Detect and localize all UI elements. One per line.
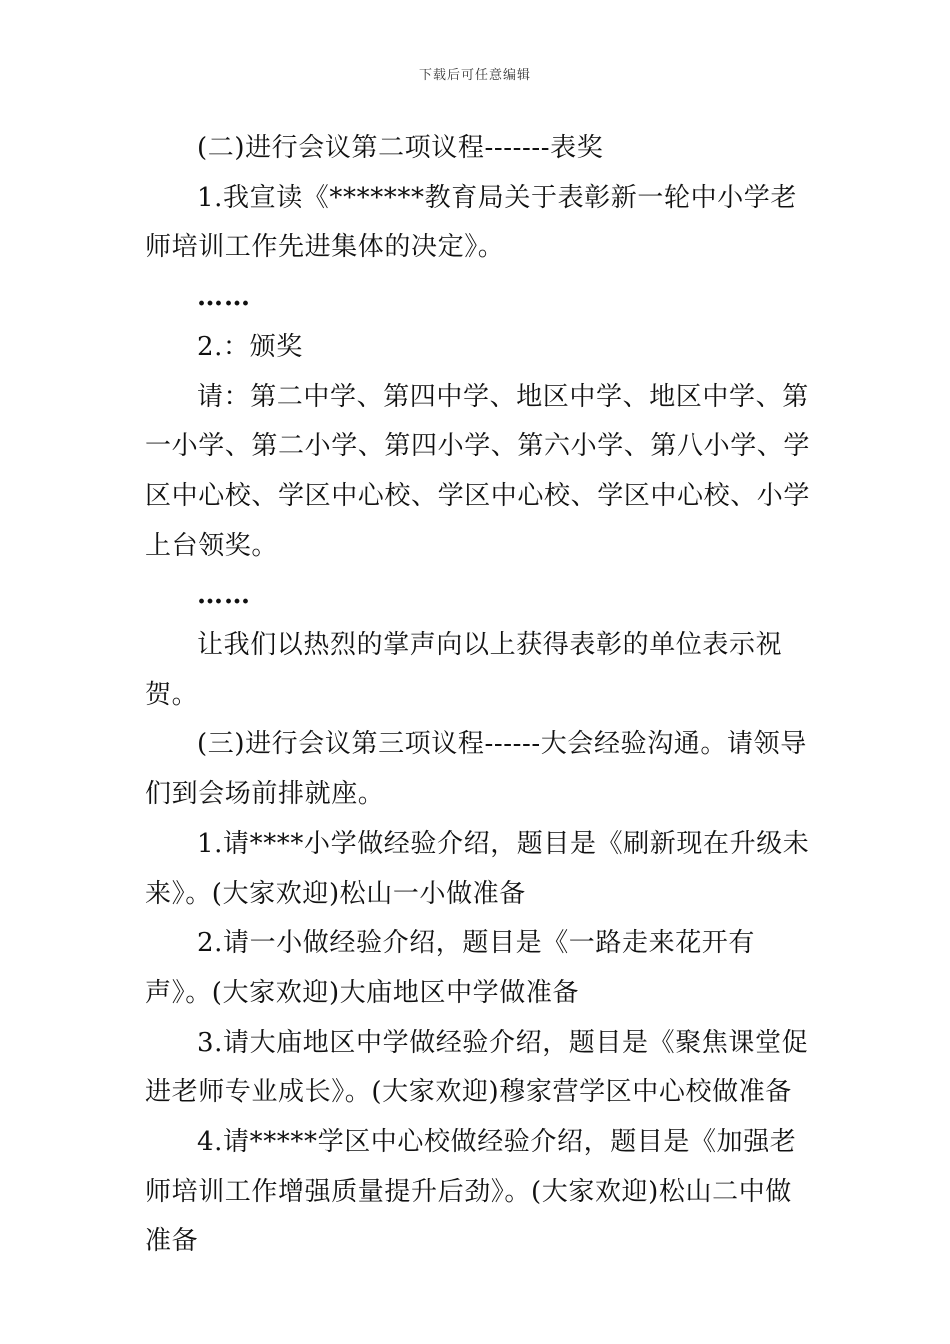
section-three-heading: (三)进行会议第三项议程------大会经验沟通。请领导们到会场前排就座。: [145, 729, 807, 810]
page-header-note: 下载后可任意编辑: [418, 68, 531, 83]
item-read-decision: 1.我宣读《*******教育局关于表彰新一轮中小学老师培训工作先进集体的决定》。: [145, 182, 798, 263]
section-two-heading: (二)进行会议第二项议程-------表奖: [197, 133, 604, 163]
item-award: 2.：颁奖: [197, 331, 303, 362]
applause-line: 让我们以热烈的掌声向以上获得表彰的单位表示祝贺。: [145, 630, 783, 710]
award-recipients: 请：第二中学、第四中学、地区中学、地区中学、第一小学、第二小学、第四小学、第六小学、第八小学、学区中心校、学区中心校、学区中心校、学区中心校、小学上台领奖。: [145, 381, 811, 561]
speaker-item-1: 1.请****小学做经验介绍，题目是《刷新现在升级未来》。(大家欢迎)松山一小做准备: [145, 828, 810, 909]
speaker-item-4: 4.请*****学区中心校做经验介绍，题目是《加强老师培训工作增强质量提升后劲》。(大家欢迎)松山二中做准备: [145, 1127, 797, 1257]
ellipsis-2: ……: [197, 580, 251, 611]
speaker-item-2: 2.请一小做经验介绍，题目是《一路走来花开有声》。(大家欢迎)大庙地区中学做准备: [145, 928, 756, 1008]
speaker-item-3: 3.请大庙地区中学做经验介绍，题目是《聚焦课堂促进老师专业成长》。(大家欢迎)穆家营学区中心校做准备: [145, 1027, 809, 1108]
document-body: [145, 124, 815, 1267]
ellipsis-1: ……: [197, 282, 251, 313]
